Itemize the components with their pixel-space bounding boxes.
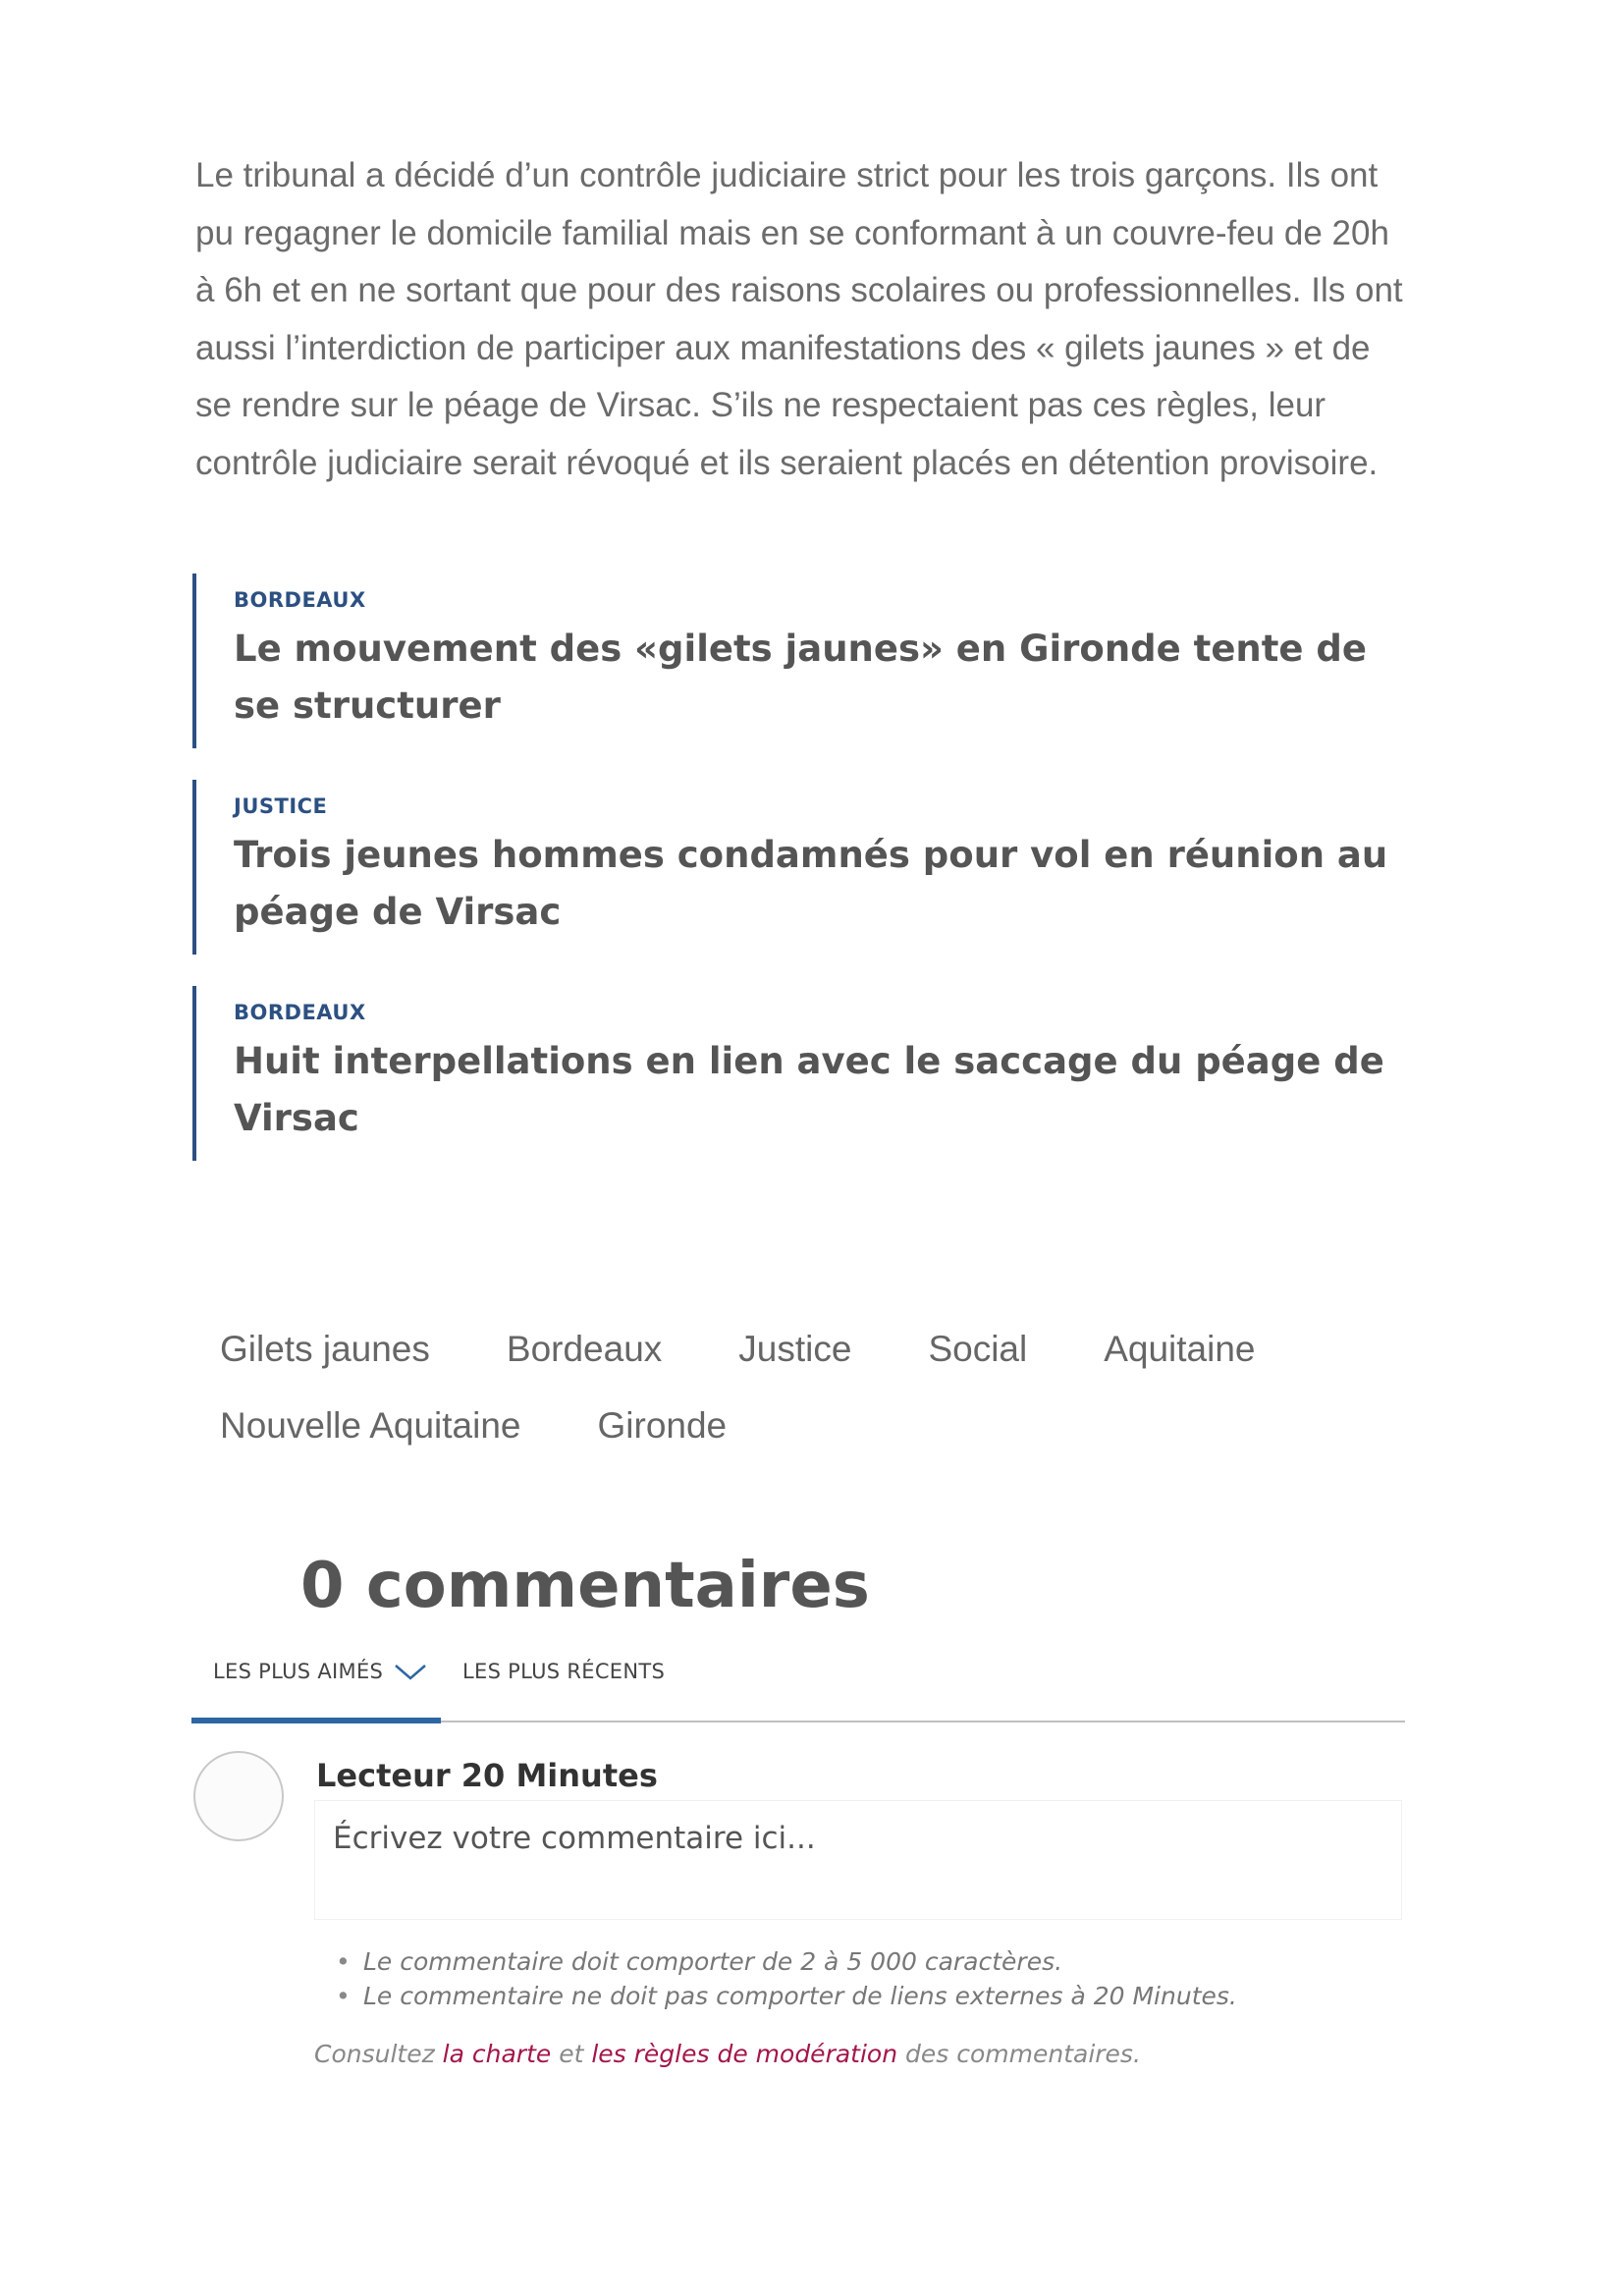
article-paragraph: Le tribunal a décidé d’un contrôle judiciaire strict pour les trois garçons. Ils ont pu regagner le domicile familial mais en se conformant à un couvre-feu de 20h à 6h et en ne sortant que pour des raisons scolaires ou professionnelles. Ils ont aussi l’interdiction de participer aux manifestations des « gilets jaunes » et de se rendre sur le péage de Virsac. S’ils ne respectaient pas ces règles, leur contrôle judiciaire serait révoqué et ils seraient placés en détention provisoire. bbox=[195, 156, 1403, 482]
tag-link[interactable]: Aquitaine bbox=[1104, 1329, 1256, 1369]
tag-link[interactable]: Justice bbox=[738, 1329, 852, 1369]
avatar bbox=[193, 1751, 284, 1841]
tag-list bbox=[220, 1311, 1398, 1464]
active-tab-indicator bbox=[191, 1718, 441, 1723]
related-article[interactable] bbox=[192, 780, 1420, 955]
moderation-middle: et bbox=[551, 2040, 592, 2068]
related-title[interactable]: Trois jeunes hommes condamnés pour vol en réunion au péage de Virsac bbox=[234, 834, 1388, 933]
tag-link[interactable]: Bordeaux bbox=[506, 1329, 663, 1369]
comment-input[interactable] bbox=[314, 1800, 1402, 1920]
moderation-suffix: des commentaires. bbox=[897, 2040, 1141, 2068]
charter-link[interactable]: la charte bbox=[442, 2040, 552, 2068]
commenter-name: Lecteur 20 Minutes bbox=[316, 1757, 658, 1794]
tag-link[interactable]: Gironde bbox=[597, 1405, 728, 1446]
moderation-rules-link[interactable]: les règles de modération bbox=[591, 2040, 898, 2068]
tag-link[interactable]: Social bbox=[928, 1329, 1028, 1369]
related-article[interactable] bbox=[192, 574, 1420, 748]
moderation-prefix: Consultez bbox=[314, 2040, 443, 2068]
related-category[interactable]: BORDEAUX bbox=[234, 588, 366, 612]
chevron-down-icon bbox=[394, 1664, 427, 1681]
sort-most-recent-tab[interactable] bbox=[462, 1660, 665, 1683]
related-category[interactable]: JUSTICE bbox=[234, 794, 328, 818]
comment-rules bbox=[336, 1944, 1237, 2013]
comments-title: 0 commentaires bbox=[300, 1550, 870, 1622]
tag-link[interactable]: Nouvelle Aquitaine bbox=[220, 1405, 521, 1446]
comment-rule: • Le commentaire ne doit pas comporter de liens externes à 20 Minutes. bbox=[336, 1979, 1237, 2013]
related-article[interactable] bbox=[192, 986, 1420, 1161]
related-title[interactable]: Le mouvement des «gilets jaunes» en Gironde tente de se structurer bbox=[234, 628, 1367, 727]
sort-most-liked-tab[interactable] bbox=[213, 1660, 427, 1683]
related-category[interactable]: BORDEAUX bbox=[234, 1001, 366, 1024]
moderation-notice bbox=[314, 2037, 1141, 2072]
sort-most-liked-label: LES PLUS AIMÉS bbox=[213, 1660, 384, 1683]
comment-rule: • Le commentaire doit comporter de 2 à 5 000 caractères. bbox=[336, 1944, 1237, 1979]
sort-most-recent-label: LES PLUS RÉCENTS bbox=[462, 1660, 666, 1683]
tag-link[interactable]: Gilets jaunes bbox=[220, 1329, 430, 1369]
related-title[interactable]: Huit interpellations en lien avec le saccage du péage de Virsac bbox=[234, 1040, 1384, 1139]
comment-sort-tabs bbox=[191, 1650, 1405, 1722]
